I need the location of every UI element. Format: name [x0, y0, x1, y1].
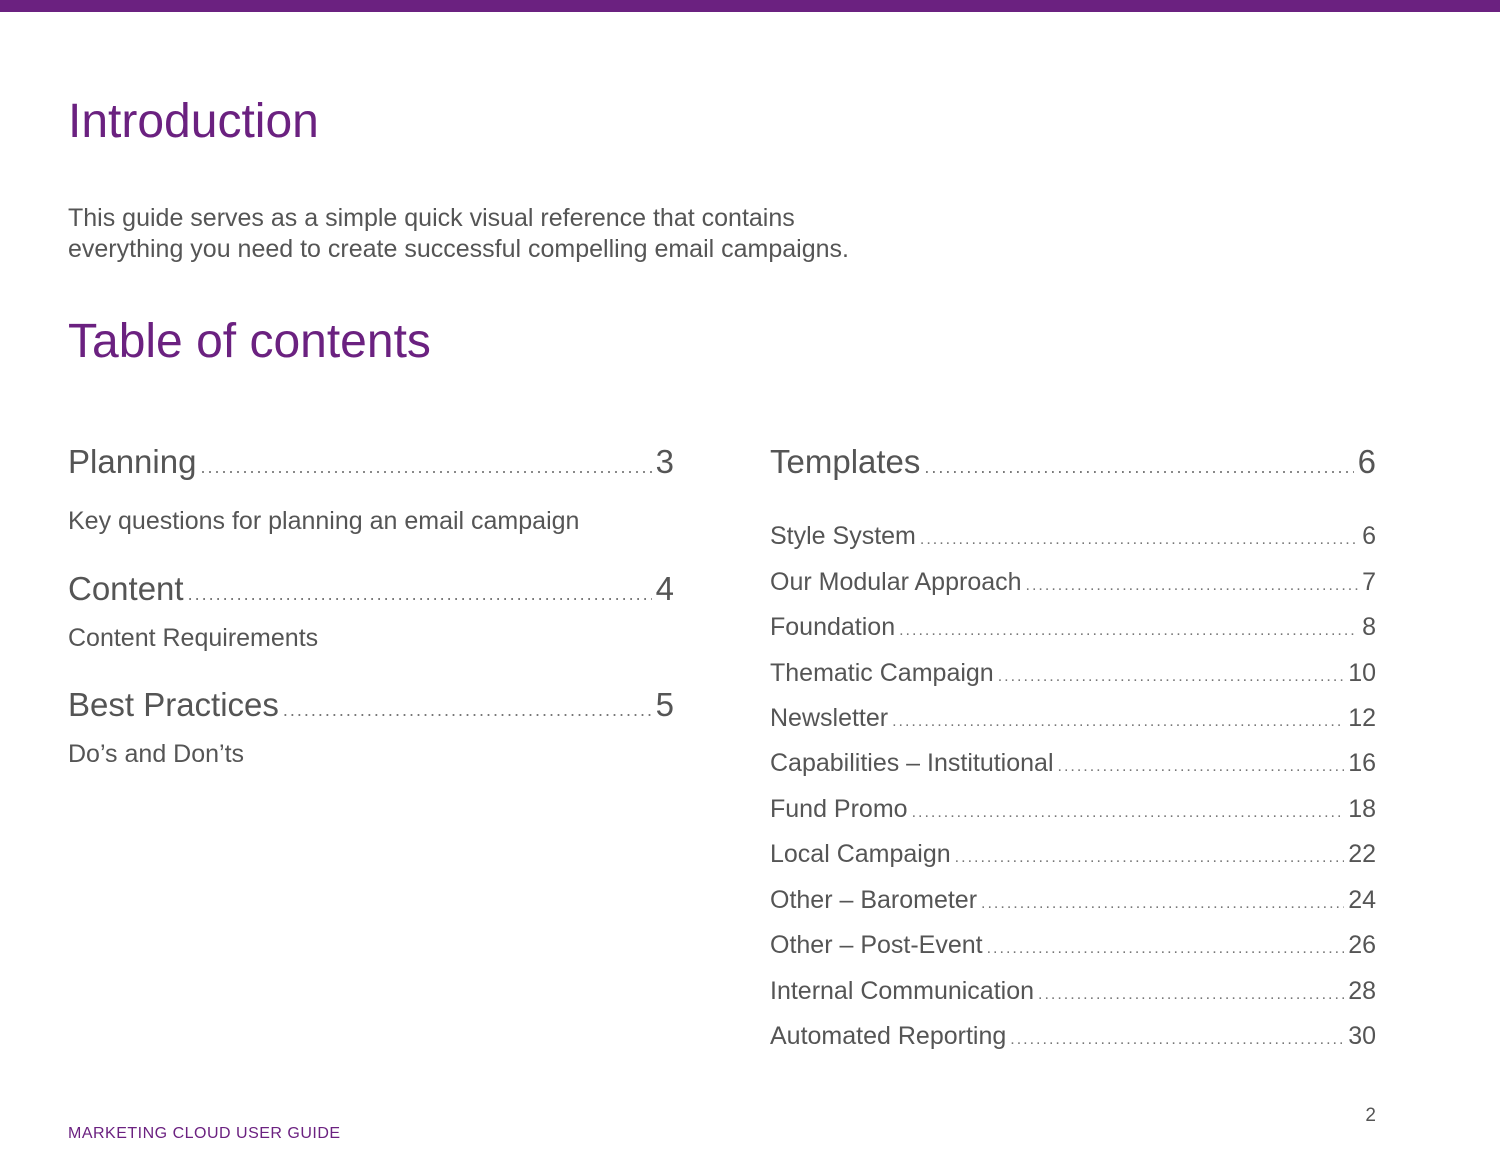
intro-paragraph	[68, 203, 968, 265]
dot-leader	[987, 933, 1345, 965]
toc-entry-page: 3	[655, 443, 674, 480]
toc-subentry-page: 10	[1348, 659, 1376, 687]
toc-heading: Table of contents	[68, 315, 431, 368]
toc-entry-planning[interactable]	[68, 442, 674, 487]
toc-subentry-label: Other – Post-Event	[770, 931, 983, 959]
toc-subentry-page: 28	[1348, 977, 1376, 1005]
dot-leader	[1010, 1024, 1344, 1056]
toc-subentry[interactable]	[770, 1020, 1376, 1056]
intro-line: everything you need to create successful compelling email campaigns.	[68, 235, 849, 263]
toc-subentry-page: 7	[1362, 568, 1376, 596]
toc-subentry-label: Capabilities – Institutional	[770, 749, 1054, 777]
toc-entry-content[interactable]	[68, 569, 674, 614]
toc-subentry-page: 8	[1362, 613, 1376, 641]
toc-entry-label: Best Practices	[68, 686, 279, 723]
toc-subentry-page: 16	[1348, 749, 1376, 777]
toc-subentry-page: 22	[1348, 840, 1376, 868]
dot-leader	[188, 574, 652, 614]
toc-subentry[interactable]	[770, 702, 1376, 738]
dot-leader	[200, 447, 651, 487]
toc-subentry[interactable]	[770, 520, 1376, 556]
toc-subentry-page: 18	[1348, 795, 1376, 823]
toc-subentry-label: Local Campaign	[770, 840, 951, 868]
toc-entry-page: 6	[1357, 443, 1376, 480]
toc-entry-best-practices[interactable]	[68, 685, 674, 730]
toc-entry-page: 4	[655, 570, 674, 607]
dot-leader	[1026, 570, 1359, 602]
toc-subentry[interactable]	[770, 838, 1376, 874]
dot-leader	[955, 842, 1345, 874]
toc-subentry-label: Style System	[770, 522, 916, 550]
toc-subentry-label: Fund Promo	[770, 795, 908, 823]
toc-entry-label: Content	[68, 570, 184, 607]
dot-leader	[899, 615, 1358, 647]
toc-entry-subtitle: Content Requirements	[68, 624, 319, 652]
toc-subentry-label: Foundation	[770, 613, 896, 641]
dot-leader	[981, 888, 1344, 920]
toc-subentry-page: 30	[1348, 1022, 1376, 1050]
toc-subentry[interactable]	[770, 929, 1376, 965]
toc-subentry-label: Newsletter	[770, 704, 889, 732]
top-accent-bar	[0, 0, 1500, 12]
intro-heading: Introduction	[68, 95, 319, 148]
intro-line: This guide serves as a simple quick visual reference that contains	[68, 204, 795, 232]
dot-leader	[1038, 979, 1344, 1011]
toc-subentry-label: Thematic Campaign	[770, 659, 994, 687]
toc-subentry-label: Automated Reporting	[770, 1022, 1007, 1050]
footer-document-title: MARKETING CLOUD USER GUIDE	[68, 1125, 341, 1142]
toc-subentry[interactable]	[770, 975, 1376, 1011]
toc-entry-templates[interactable]	[770, 442, 1376, 487]
toc-subentry[interactable]	[770, 747, 1376, 783]
toc-subentry[interactable]	[770, 657, 1376, 693]
toc-subentry[interactable]	[770, 611, 1376, 647]
toc-subentry-label: Our Modular Approach	[770, 568, 1022, 596]
toc-entry-subtitle: Do’s and Don’ts	[68, 740, 245, 768]
toc-entry-subtitle: Key questions for planning an email campaign	[68, 507, 580, 535]
toc-subentry-page: 12	[1348, 704, 1376, 732]
dot-leader	[924, 447, 1353, 487]
dot-leader	[283, 690, 652, 730]
toc-subentry[interactable]	[770, 884, 1376, 920]
toc-entry-page: 5	[655, 686, 674, 723]
dot-leader	[1058, 751, 1345, 783]
dot-leader	[912, 797, 1345, 829]
toc-entry-label: Planning	[68, 443, 197, 480]
toc-subentry-page: 24	[1348, 886, 1376, 914]
toc-subentry[interactable]	[770, 793, 1376, 829]
dot-leader	[892, 706, 1344, 738]
dot-leader	[920, 524, 1358, 556]
page-number: 2	[1365, 1105, 1376, 1126]
dot-leader	[998, 661, 1344, 693]
toc-subentry-label: Other – Barometer	[770, 886, 978, 914]
toc-subentry[interactable]	[770, 566, 1376, 602]
toc-subentry-label: Internal Communication	[770, 977, 1035, 1005]
toc-subentry-page: 26	[1348, 931, 1376, 959]
toc-subentry-page: 6	[1362, 522, 1376, 550]
toc-entry-label: Templates	[770, 443, 921, 480]
